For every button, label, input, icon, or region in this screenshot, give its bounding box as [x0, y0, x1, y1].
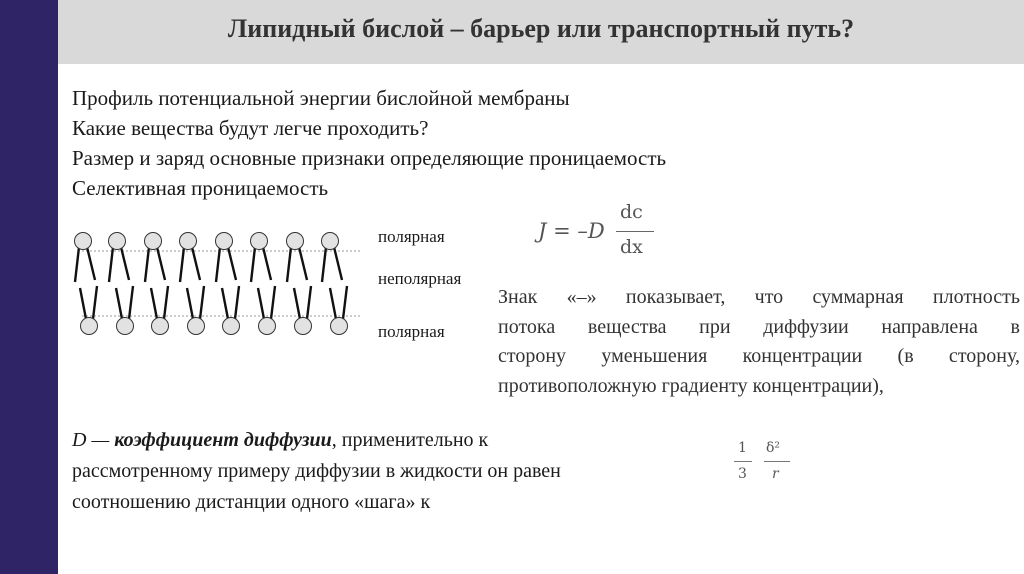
lipid-head-top: [75, 233, 92, 250]
fick-law-formula: [532, 198, 672, 266]
lipid-bilayer-diagram: [62, 222, 362, 347]
diffusion-line-3: соотношению дистанции одного «шага» к: [72, 491, 431, 513]
lipid-tail: [80, 288, 86, 319]
left-accent-bar: [0, 0, 58, 574]
lipid-tail: [343, 286, 347, 319]
lipid-head-bottom: [259, 318, 276, 335]
lipid-tail: [287, 247, 291, 282]
bullet-list: [72, 83, 666, 203]
lipid-tail: [116, 288, 122, 319]
lipid-tail: [187, 288, 193, 319]
formula-numerator: dc: [620, 201, 643, 223]
lipid-tail: [121, 247, 129, 280]
lipid-head-top: [145, 233, 162, 250]
lipid-tail: [330, 288, 336, 319]
lipid-tail: [180, 247, 184, 282]
lipid-tail: [200, 286, 204, 319]
lipid-tail: [93, 286, 97, 319]
lipid-tail: [322, 247, 326, 282]
lipid-tail: [164, 286, 168, 319]
bullet-item: Селективная проницаемость: [72, 176, 329, 200]
diffusion-line-1: [72, 425, 712, 456]
lipid-tail: [222, 288, 228, 319]
label-polar-top: полярная: [378, 227, 445, 246]
lipid-tail: [307, 286, 311, 319]
lipid-tail: [271, 286, 275, 319]
explanation-line: сторону уменьшения концентрации (в сторону,: [498, 345, 1020, 367]
lipid-tail: [251, 247, 255, 282]
fraction-bar: [616, 231, 654, 232]
lipid-tail: [299, 247, 307, 280]
formula-lhs: J = –D: [538, 219, 605, 243]
slide-title: Липидный бислой – барьер или транспортный путь?: [227, 14, 855, 43]
lipid-tail: [334, 247, 342, 280]
lipid-tail: [87, 247, 95, 280]
lipid-head-bottom: [331, 318, 348, 335]
lipid-head-bottom: [223, 318, 240, 335]
ratio-three: 3: [738, 466, 747, 482]
lipid-tail: [157, 247, 165, 280]
lipid-head-top: [322, 233, 339, 250]
lipid-tail: [192, 247, 200, 280]
lipid-head-bottom: [188, 318, 205, 335]
bullet-item: Какие вещества будут легче проходить?: [72, 116, 429, 140]
lipid-tail: [151, 288, 157, 319]
lipid-tail: [129, 286, 133, 319]
lipid-tail: [235, 286, 239, 319]
lipid-tail: [228, 247, 236, 280]
lipid-tail: [145, 247, 149, 282]
diffusion-line-1-rest: , применительно к: [331, 429, 489, 451]
lipid-head-top: [216, 233, 233, 250]
ratio-one: 1: [738, 440, 747, 456]
lipid-molecules: [75, 233, 348, 335]
lipid-head-bottom: [81, 318, 98, 335]
lipid-head-bottom: [295, 318, 312, 335]
lipid-head-bottom: [117, 318, 134, 335]
diffusion-symbol: D —: [72, 429, 110, 451]
formula-denominator: dx: [620, 236, 643, 258]
lipid-head-top: [109, 233, 126, 250]
explanation-line: потока вещества при диффузии направлена в: [498, 315, 1020, 338]
bullet-item: Профиль потенциальной энергии бислойной мембраны: [72, 86, 570, 110]
bullet-item: Размер и заряд основные признаки определяющие проницаемость: [72, 146, 667, 170]
ratio-r: r: [772, 466, 779, 482]
lipid-tail: [294, 288, 300, 319]
lipid-tail: [216, 247, 220, 282]
diffusion-coefficient-term: коэффициент диффузии: [114, 429, 332, 451]
lipid-tail: [263, 247, 271, 280]
diffusion-coefficient-paragraph: [72, 425, 712, 518]
lipid-tail: [109, 247, 113, 282]
label-nonpolar: неполярная: [378, 269, 462, 288]
ratio-left-bar: [734, 461, 752, 462]
lipid-head-top: [180, 233, 197, 250]
lipid-head-top: [287, 233, 304, 250]
explanation-line: Знак «–» показывает, что суммарная плотность: [498, 286, 1020, 308]
ratio-delta-squared: δ²: [766, 440, 781, 456]
label-polar-bottom: полярная: [378, 322, 445, 341]
ratio-right-bar: [764, 461, 790, 462]
diffusion-line-2: рассмотренному примеру диффузии в жидкости он равен: [72, 460, 561, 482]
lipid-head-top: [251, 233, 268, 250]
sign-explanation: [498, 283, 1020, 401]
lipid-tail: [258, 288, 264, 319]
explanation-line: противоположную градиенту концентрации),: [498, 374, 884, 397]
lipid-head-bottom: [152, 318, 169, 335]
lipid-tail: [75, 247, 79, 282]
